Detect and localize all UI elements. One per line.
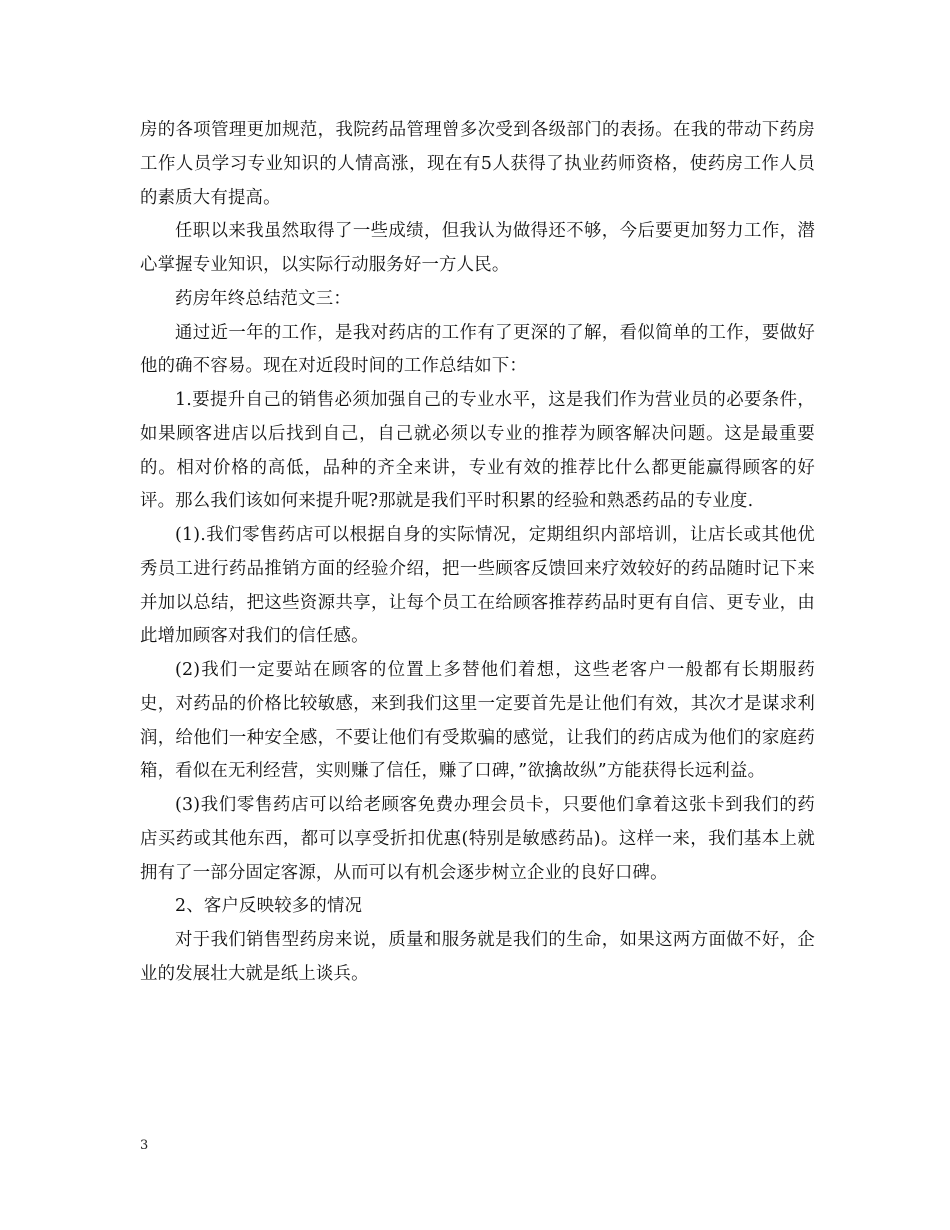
paragraph-quality-service: 对于我们销售型药房来说，质量和服务就是我们的生命，如果这两方面做不好，企业的发展壮大就是纸上谈兵。 [140, 930, 815, 984]
paragraph-point-1: 1.要提升自己的销售必须加强自己的专业水平，这是我们作为营业员的必要条件，如果顾客进店以后找到自己，自己就必须以专业的推荐为顾客解决问题。这是最重要的。相对价格的高低，品种的齐全来讲，专业有效的推荐比什么都更能赢得顾客的好评。那么我们该如何来提升呢?那就是我们平时积累的经验和熟悉药品的专业度. [140, 390, 815, 512]
paragraph-intro: 通过近一年的工作，是我对药店的工作有了更深的了解，看似简单的工作，要做好他的确不容易。现在对近段时间的工作总结如下： [140, 322, 815, 377]
paragraph-continued: 房的各项管理更加规范，我院药品管理曾多次受到各级部门的表扬。在我的带动下药房工作人员学习专业知识的人情高涨，现在有5人获得了执业药师资格，使药房工作人员的素质大有提高。 [140, 120, 815, 208]
paragraph-subpoint-1: (1).我们零售药店可以根据自身的实际情况，定期组织内部培训，让店长或其他优秀员工进行药品推销方面的经验介绍，把一些顾客反馈回来疗效较好的药品随时记下来并加以总结，把这些资源共享，让每个员工在给顾客推荐药品时更有自信、更专业，由此增加顾客对我们的信任感。 [140, 525, 815, 647]
paragraph-subpoint-3: (3)我们零售药店可以给老顾客免费办理会员卡，只要他们拿着这张卡到我们的药店买药或其他东西，都可以享受折扣优惠(特别是敏感药品)。这样一来，我们基本上就拥有了一部分固定客源，从而可以有机会逐步树立企业的良好口碑。 [140, 795, 815, 883]
document-body [140, 114, 815, 992]
section-heading-customer-feedback: 2、客户反映较多的情况 [175, 896, 363, 917]
section-heading-sample-three: 药房年终总结范文三： [175, 288, 351, 309]
paragraph-achievements: 任职以来我虽然取得了一些成绩，但我认为做得还不够，今后要更加努力工作，潜心掌握专业知识，以实际行动服务好一方人民。 [140, 221, 815, 275]
paragraph-subpoint-2: (2)我们一定要站在顾客的位置上多替他们着想，这些老客户一般都有长期服药史，对药品的价格比较敏感，来到我们这里一定要首先是让他们有效，其次才是谋求利润，给他们一种安全感，不要让他们有受欺骗的感觉，让我们的药店成为他们的家庭药箱，看似在无利经营，实则赚了信任，赚了口碑，”欲擒故纵”方能获得长远利益。 [140, 660, 815, 782]
page-number: 3 [140, 1138, 149, 1153]
